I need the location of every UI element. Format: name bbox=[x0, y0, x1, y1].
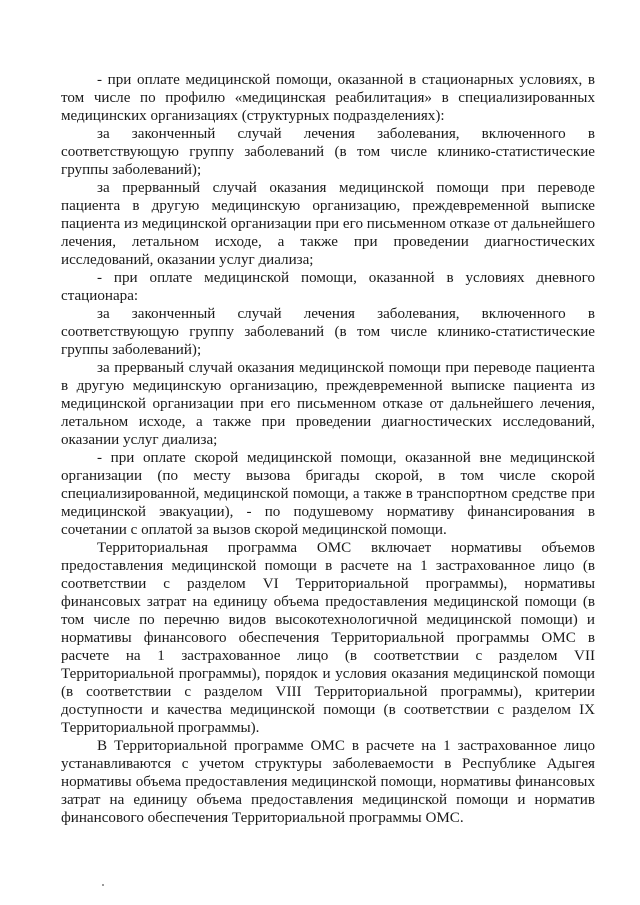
scan-artifact-dot bbox=[102, 884, 104, 886]
paragraph-completed-case-inpatient: за законченный случай лечения заболевания, включенного в соответствующую группу заболеваний (в том числе клинико-статистические группы заболеваний); bbox=[61, 126, 595, 178]
paragraph-interrupted-case-day-hospital: за прерваный случай оказания медицинской помощи при переводе пациента в другую медицинскую организацию, преждевременной выписке пациента из медицинской организации при его письменном отказе от дальнейшего лечения, летальном исходе, а также при проведении диагностических исследований, оказании услуг диализа; bbox=[61, 360, 595, 448]
paragraph-inpatient-payment: - при оплате медицинской помощи, оказанной в стационарных условиях, в том числе по профилю «медицинская реабилитация» в специализированных медицинских организациях (структурных подразделениях): bbox=[61, 72, 595, 124]
paragraph-per-insured-standards: В Территориальной программе ОМС в расчете на 1 застрахованное лицо устанавливаются с учетом структуры заболеваемости в Республике Адыгея нормативы объема предоставления медицинской помощи, нормативы финансовых затрат на единицу объема предоставления медицинской помощи и норматив финансового обеспечения Территориальной программы ОМС. bbox=[61, 738, 595, 826]
paragraph-day-hospital-payment: - при оплате медицинской помощи, оказанной в условиях дневного стационара: bbox=[61, 270, 595, 304]
paragraph-interrupted-case-inpatient: за прерванный случай оказания медицинской помощи при переводе пациента в другую медицинскую организацию, преждевременной выписке пациента из медицинской организации при его письменном отказе от дальнейшего лечения, летальном исходе, а также при проведении диагностических исследований, оказании услуг диализа; bbox=[61, 180, 595, 268]
paragraph-program-standards: Территориальная программа ОМС включает нормативы объемов предоставления медицинской помощи в расчете на 1 застрахованное лицо (в соответствии с разделом VI Территориальной программы), нормативы финансовых затрат на единицу объема предоставления медицинской помощи (в том числе по перечню видов высокотехнологичной медицинской помощи) и нормативы финансового обеспечения Территориальной программы ОМС в расчете на 1 застрахованное лицо (в соответствии с разделом VII Территориальной программы), порядок и условия оказания медицинской помощи (в соответствии с разделом VIII Территориальной программы), критерии доступности и качества медицинской помощи (в соответствии с разделом IX Территориальной программы). bbox=[61, 540, 595, 736]
paragraph-completed-case-day-hospital: за законченный случай лечения заболевания, включенного в соответствующую группу заболеваний (в том числе клинико-статистические группы заболеваний); bbox=[61, 306, 595, 358]
document-body bbox=[61, 71, 595, 827]
paragraph-emergency-care-payment: - при оплате скорой медицинской помощи, оказанной вне медицинской организации (по месту вызова бригады скорой, в том числе скорой специализированной, медицинской помощи, а также в транспортном средстве при медицинской эвакуации), - по подушевому нормативу финансирования в сочетании с оплатой за вызов скорой медицинской помощи. bbox=[61, 450, 595, 538]
